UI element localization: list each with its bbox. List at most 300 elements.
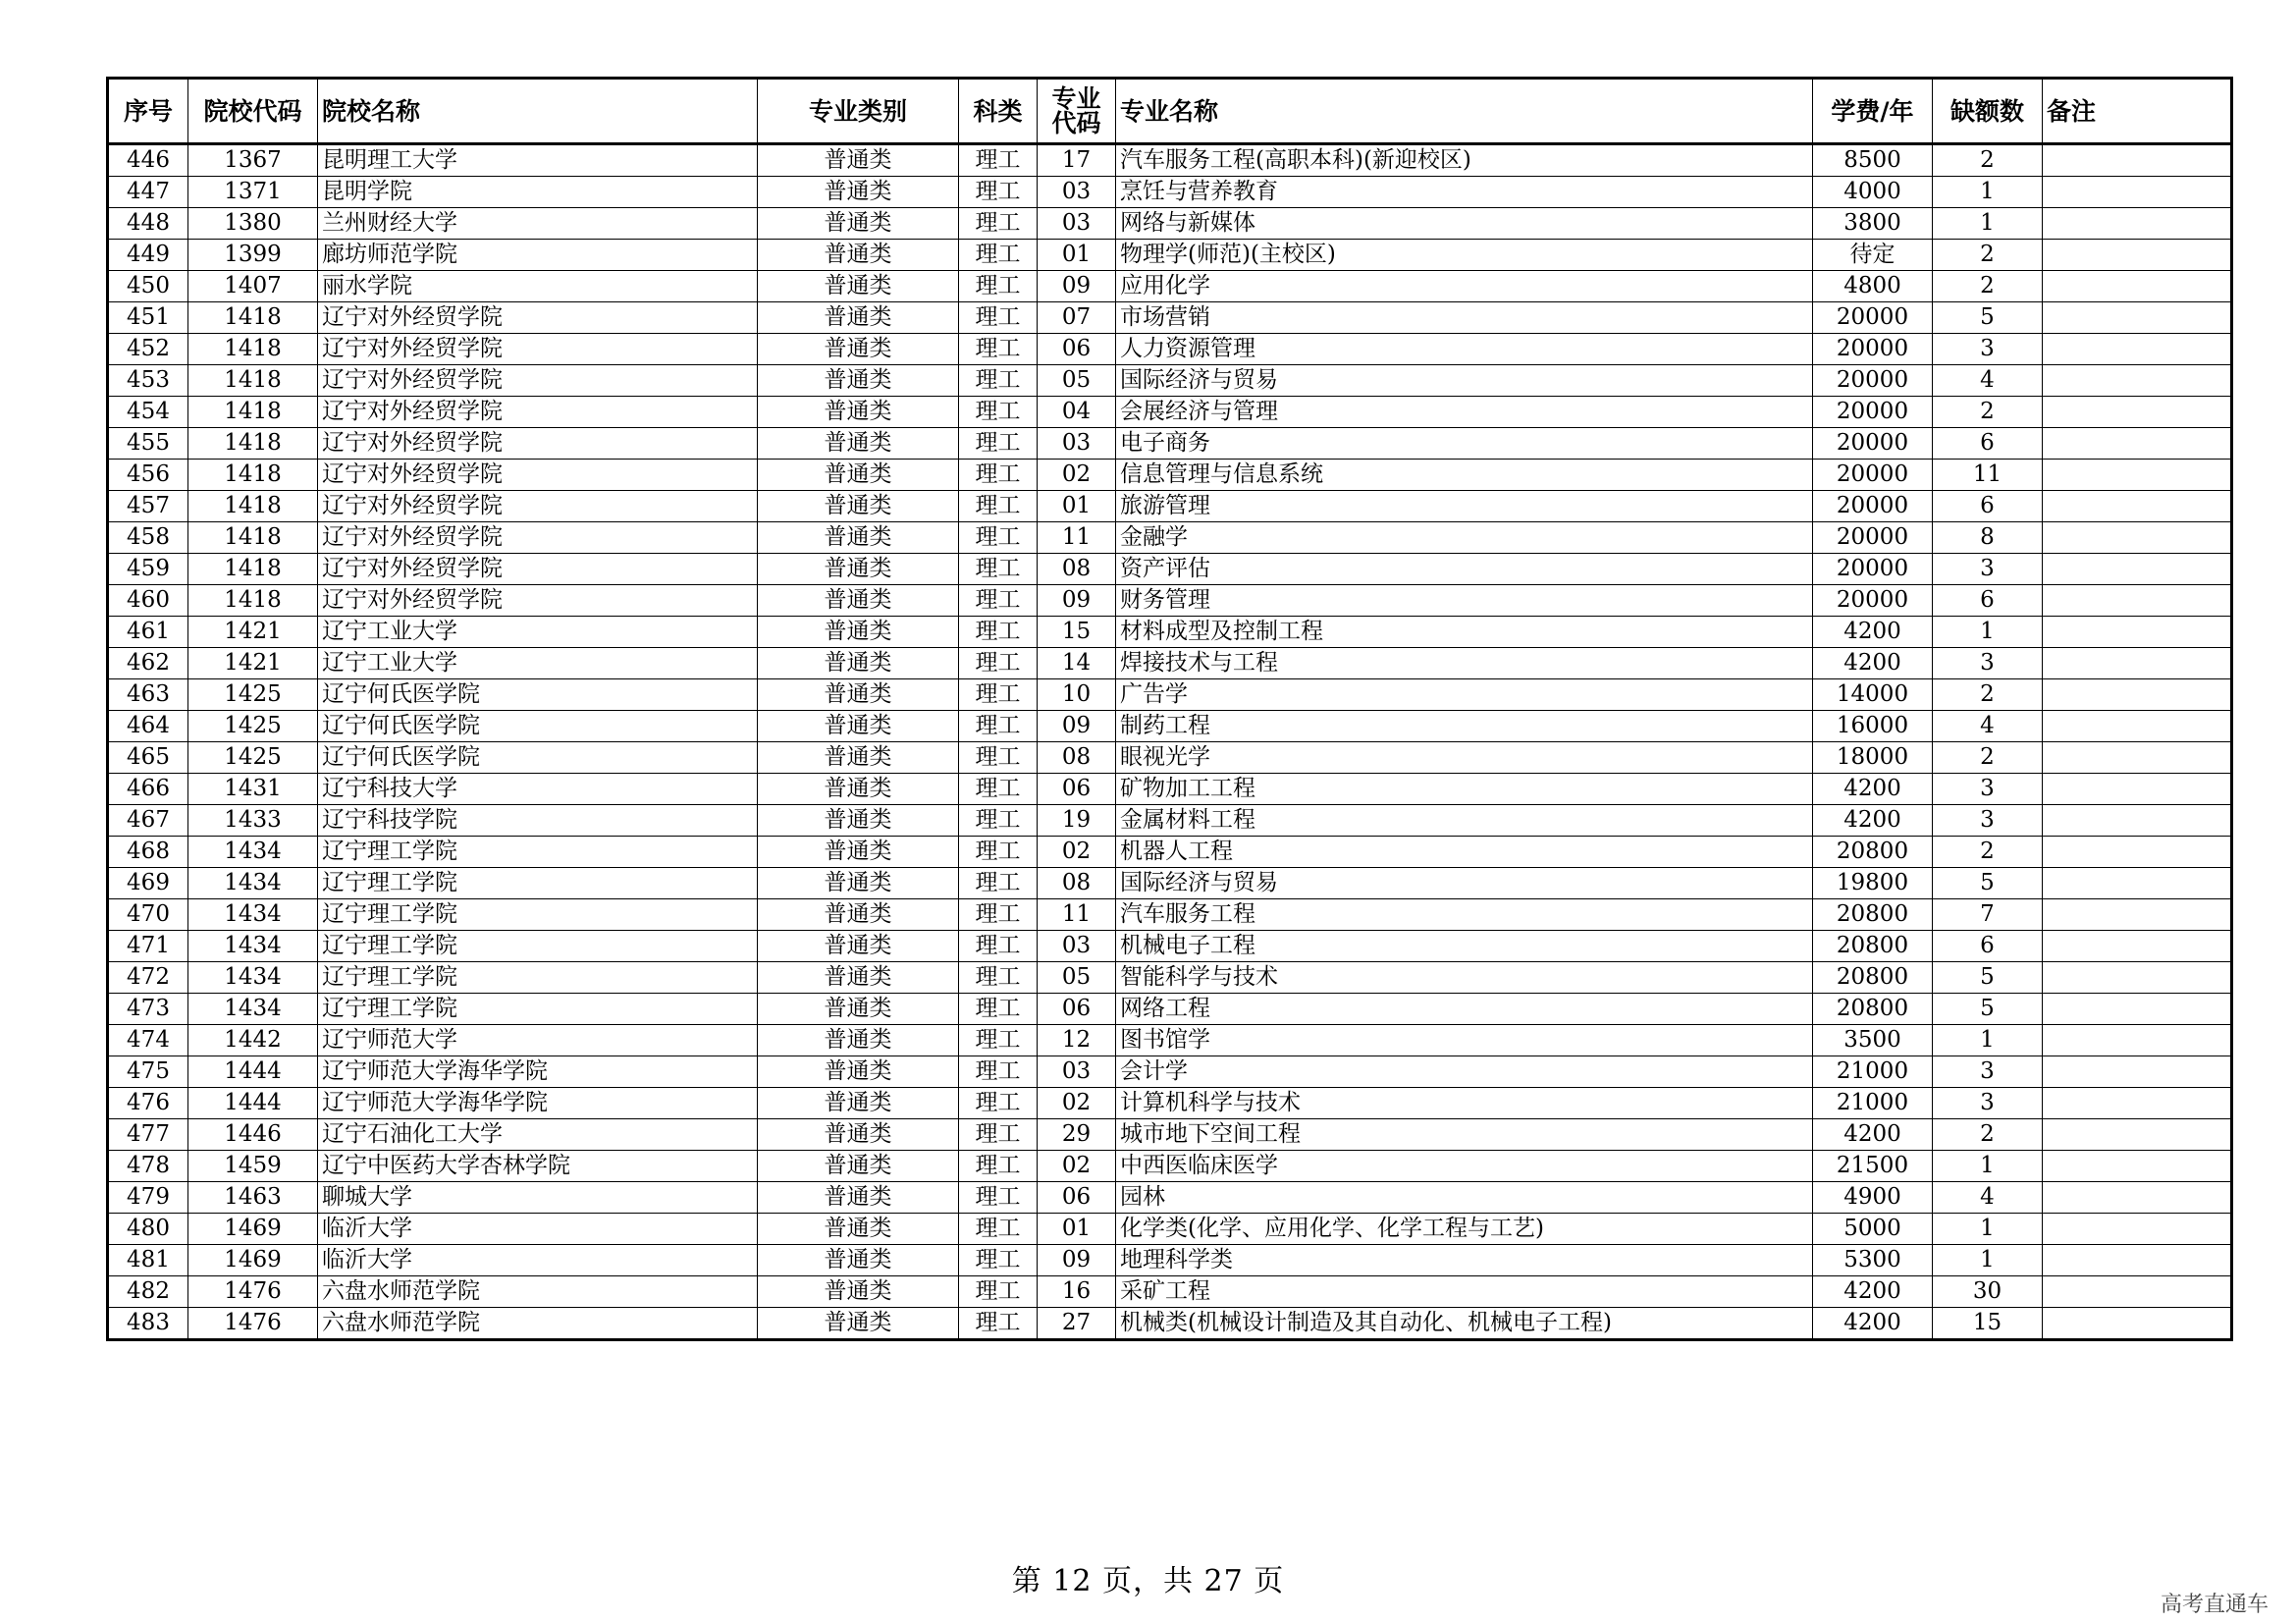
cell-tuition: 21000: [1813, 1088, 1933, 1119]
cell-school-name: 辽宁理工学院: [318, 868, 758, 899]
table-row: [108, 711, 2232, 742]
cell-index: 471: [108, 931, 188, 962]
cell-index: 483: [108, 1308, 188, 1340]
cell-major-code: 29: [1038, 1119, 1116, 1151]
cell-subject: 理工: [959, 742, 1038, 774]
col-header-index: 序号: [108, 79, 188, 144]
cell-school-name: 辽宁中医药大学杏林学院: [318, 1151, 758, 1182]
table-row: [108, 679, 2232, 711]
cell-notes: [2043, 491, 2232, 522]
cell-major-category: 普通类: [758, 1119, 959, 1151]
cell-major-name: 焊接技术与工程: [1116, 648, 1813, 679]
cell-school-name: 辽宁理工学院: [318, 994, 758, 1025]
cell-index: 448: [108, 208, 188, 240]
cell-notes: [2043, 208, 2232, 240]
cell-school-name: 辽宁对外经贸学院: [318, 585, 758, 617]
cell-school-code: 1469: [188, 1214, 318, 1245]
cell-index: 476: [108, 1088, 188, 1119]
table-row: [108, 1151, 2232, 1182]
cell-major-category: 普通类: [758, 962, 959, 994]
cell-index: 455: [108, 428, 188, 460]
cell-major-code: 19: [1038, 805, 1116, 837]
cell-major-code: 02: [1038, 1088, 1116, 1119]
cell-major-code: 02: [1038, 460, 1116, 491]
cell-notes: [2043, 302, 2232, 334]
cell-subject: 理工: [959, 774, 1038, 805]
cell-notes: [2043, 271, 2232, 302]
cell-school-code: 1418: [188, 522, 318, 554]
cell-major-code: 05: [1038, 962, 1116, 994]
cell-major-code: 17: [1038, 144, 1116, 177]
cell-school-name: 兰州财经大学: [318, 208, 758, 240]
cell-subject: 理工: [959, 1151, 1038, 1182]
cell-major-name: 图书馆学: [1116, 1025, 1813, 1056]
cell-major-category: 普通类: [758, 1088, 959, 1119]
cell-major-code: 04: [1038, 397, 1116, 428]
cell-tuition: 18000: [1813, 742, 1933, 774]
cell-index: 481: [108, 1245, 188, 1276]
cell-major-name: 机械类(机械设计制造及其自动化、机械电子工程): [1116, 1308, 1813, 1340]
cell-tuition: 8500: [1813, 144, 1933, 177]
cell-school-code: 1407: [188, 271, 318, 302]
cell-notes: [2043, 899, 2232, 931]
cell-vacancies: 8: [1933, 522, 2043, 554]
cell-major-code: 09: [1038, 711, 1116, 742]
table-row: [108, 208, 2232, 240]
cell-subject: 理工: [959, 1245, 1038, 1276]
cell-subject: 理工: [959, 1276, 1038, 1308]
table-row: [108, 868, 2232, 899]
cell-school-name: 辽宁科技学院: [318, 805, 758, 837]
table-row: [108, 931, 2232, 962]
cell-subject: 理工: [959, 1182, 1038, 1214]
cell-major-category: 普通类: [758, 1308, 959, 1340]
cell-vacancies: 5: [1933, 302, 2043, 334]
cell-major-name: 国际经济与贸易: [1116, 365, 1813, 397]
cell-major-category: 普通类: [758, 1245, 959, 1276]
cell-notes: [2043, 1182, 2232, 1214]
cell-vacancies: 6: [1933, 931, 2043, 962]
cell-major-name: 信息管理与信息系统: [1116, 460, 1813, 491]
cell-tuition: 20000: [1813, 428, 1933, 460]
col-header-school-name: 院校名称: [318, 79, 758, 144]
cell-school-code: 1371: [188, 177, 318, 208]
cell-school-code: 1418: [188, 460, 318, 491]
cell-major-name: 汽车服务工程: [1116, 899, 1813, 931]
cell-vacancies: 3: [1933, 334, 2043, 365]
cell-major-code: 03: [1038, 177, 1116, 208]
cell-major-code: 06: [1038, 994, 1116, 1025]
cell-notes: [2043, 1276, 2232, 1308]
cell-major-name: 矿物加工工程: [1116, 774, 1813, 805]
cell-subject: 理工: [959, 522, 1038, 554]
cell-major-category: 普通类: [758, 1025, 959, 1056]
cell-notes: [2043, 365, 2232, 397]
table-row: [108, 774, 2232, 805]
cell-major-code: 08: [1038, 554, 1116, 585]
cell-notes: [2043, 144, 2232, 177]
cell-notes: [2043, 460, 2232, 491]
cell-school-name: 六盘水师范学院: [318, 1276, 758, 1308]
table-row: [108, 334, 2232, 365]
table-row: [108, 1245, 2232, 1276]
cell-major-category: 普通类: [758, 648, 959, 679]
cell-tuition: 20800: [1813, 994, 1933, 1025]
cell-major-code: 03: [1038, 1056, 1116, 1088]
table-row: [108, 742, 2232, 774]
cell-vacancies: 1: [1933, 177, 2043, 208]
cell-notes: [2043, 931, 2232, 962]
cell-vacancies: 4: [1933, 711, 2043, 742]
table-row: [108, 271, 2232, 302]
cell-index: 469: [108, 868, 188, 899]
cell-index: 467: [108, 805, 188, 837]
cell-tuition: 4000: [1813, 177, 1933, 208]
cell-index: 456: [108, 460, 188, 491]
cell-index: 453: [108, 365, 188, 397]
cell-notes: [2043, 554, 2232, 585]
cell-vacancies: 30: [1933, 1276, 2043, 1308]
cell-vacancies: 1: [1933, 1245, 2043, 1276]
cell-subject: 理工: [959, 931, 1038, 962]
cell-notes: [2043, 742, 2232, 774]
cell-tuition: 5300: [1813, 1245, 1933, 1276]
cell-vacancies: 11: [1933, 460, 2043, 491]
cell-index: 475: [108, 1056, 188, 1088]
table-body: [108, 144, 2232, 1340]
cell-school-code: 1434: [188, 931, 318, 962]
cell-index: 466: [108, 774, 188, 805]
cell-subject: 理工: [959, 648, 1038, 679]
cell-index: 447: [108, 177, 188, 208]
table-row: [108, 648, 2232, 679]
cell-school-code: 1425: [188, 679, 318, 711]
cell-tuition: 20000: [1813, 302, 1933, 334]
cell-tuition: 21500: [1813, 1151, 1933, 1182]
cell-subject: 理工: [959, 1214, 1038, 1245]
cell-school-code: 1433: [188, 805, 318, 837]
cell-vacancies: 2: [1933, 679, 2043, 711]
cell-notes: [2043, 617, 2232, 648]
cell-major-category: 普通类: [758, 1182, 959, 1214]
cell-subject: 理工: [959, 554, 1038, 585]
cell-major-category: 普通类: [758, 177, 959, 208]
cell-index: 482: [108, 1276, 188, 1308]
table-row: [108, 962, 2232, 994]
cell-school-name: 临沂大学: [318, 1245, 758, 1276]
table-row: [108, 805, 2232, 837]
cell-tuition: 20000: [1813, 522, 1933, 554]
cell-index: 460: [108, 585, 188, 617]
cell-index: 446: [108, 144, 188, 177]
cell-school-code: 1418: [188, 428, 318, 460]
cell-vacancies: 2: [1933, 144, 2043, 177]
cell-school-name: 临沂大学: [318, 1214, 758, 1245]
table-row: [108, 1119, 2232, 1151]
cell-major-name: 网络与新媒体: [1116, 208, 1813, 240]
cell-subject: 理工: [959, 491, 1038, 522]
cell-major-category: 普通类: [758, 837, 959, 868]
cell-subject: 理工: [959, 711, 1038, 742]
cell-tuition: 20800: [1813, 837, 1933, 868]
cell-school-name: 辽宁何氏医学院: [318, 711, 758, 742]
cell-tuition: 20000: [1813, 491, 1933, 522]
table-row: [108, 837, 2232, 868]
cell-major-category: 普通类: [758, 554, 959, 585]
cell-major-name: 人力资源管理: [1116, 334, 1813, 365]
cell-subject: 理工: [959, 271, 1038, 302]
table-row: [108, 1182, 2232, 1214]
cell-subject: 理工: [959, 302, 1038, 334]
cell-school-name: 辽宁理工学院: [318, 899, 758, 931]
table-row: [108, 491, 2232, 522]
cell-subject: 理工: [959, 962, 1038, 994]
cell-major-name: 眼视光学: [1116, 742, 1813, 774]
cell-major-category: 普通类: [758, 774, 959, 805]
cell-school-code: 1476: [188, 1308, 318, 1340]
cell-subject: 理工: [959, 805, 1038, 837]
col-header-school-code: 院校代码: [188, 79, 318, 144]
cell-subject: 理工: [959, 428, 1038, 460]
cell-major-name: 制药工程: [1116, 711, 1813, 742]
cell-major-code: 01: [1038, 240, 1116, 271]
cell-vacancies: 1: [1933, 1151, 2043, 1182]
cell-major-code: 02: [1038, 1151, 1116, 1182]
cell-vacancies: 2: [1933, 271, 2043, 302]
cell-index: 480: [108, 1214, 188, 1245]
cell-vacancies: 5: [1933, 868, 2043, 899]
cell-tuition: 20000: [1813, 460, 1933, 491]
cell-major-category: 普通类: [758, 868, 959, 899]
cell-index: 457: [108, 491, 188, 522]
col-header-major-name: 专业名称: [1116, 79, 1813, 144]
cell-tuition: 16000: [1813, 711, 1933, 742]
cell-school-code: 1421: [188, 617, 318, 648]
cell-major-code: 11: [1038, 522, 1116, 554]
cell-major-name: 汽车服务工程(高职本科)(新迎校区): [1116, 144, 1813, 177]
cell-notes: [2043, 1119, 2232, 1151]
cell-major-name: 地理科学类: [1116, 1245, 1813, 1276]
cell-school-code: 1442: [188, 1025, 318, 1056]
col-header-tuition: 学费/年: [1813, 79, 1933, 144]
cell-school-name: 辽宁何氏医学院: [318, 742, 758, 774]
table-row: [108, 144, 2232, 177]
cell-subject: 理工: [959, 679, 1038, 711]
cell-tuition: 4200: [1813, 617, 1933, 648]
cell-tuition: 4900: [1813, 1182, 1933, 1214]
cell-subject: 理工: [959, 208, 1038, 240]
cell-major-category: 普通类: [758, 711, 959, 742]
cell-major-code: 06: [1038, 1182, 1116, 1214]
cell-school-name: 辽宁科技大学: [318, 774, 758, 805]
admission-table: [106, 77, 2233, 1341]
cell-notes: [2043, 334, 2232, 365]
cell-school-name: 廊坊师范学院: [318, 240, 758, 271]
cell-school-name: 辽宁师范大学海华学院: [318, 1056, 758, 1088]
cell-notes: [2043, 962, 2232, 994]
cell-tuition: 4200: [1813, 1276, 1933, 1308]
cell-notes: [2043, 1025, 2232, 1056]
cell-major-name: 财务管理: [1116, 585, 1813, 617]
cell-school-name: 辽宁理工学院: [318, 962, 758, 994]
cell-subject: 理工: [959, 397, 1038, 428]
cell-school-code: 1380: [188, 208, 318, 240]
cell-vacancies: 4: [1933, 1182, 2043, 1214]
table-row: [108, 522, 2232, 554]
cell-major-category: 普通类: [758, 208, 959, 240]
cell-subject: 理工: [959, 177, 1038, 208]
cell-index: 464: [108, 711, 188, 742]
cell-index: 459: [108, 554, 188, 585]
cell-notes: [2043, 177, 2232, 208]
cell-vacancies: 2: [1933, 742, 2043, 774]
cell-major-category: 普通类: [758, 931, 959, 962]
cell-school-code: 1418: [188, 302, 318, 334]
cell-tuition: 14000: [1813, 679, 1933, 711]
cell-major-code: 01: [1038, 491, 1116, 522]
cell-major-code: 06: [1038, 334, 1116, 365]
cell-school-code: 1418: [188, 491, 318, 522]
cell-school-name: 辽宁对外经贸学院: [318, 365, 758, 397]
cell-tuition: 4800: [1813, 271, 1933, 302]
cell-school-code: 1459: [188, 1151, 318, 1182]
cell-school-name: 辽宁理工学院: [318, 837, 758, 868]
table-row: [108, 397, 2232, 428]
cell-vacancies: 5: [1933, 994, 2043, 1025]
watermark: 高考直通车: [2160, 1593, 2269, 1617]
cell-major-name: 智能科学与技术: [1116, 962, 1813, 994]
cell-index: 473: [108, 994, 188, 1025]
cell-major-name: 电子商务: [1116, 428, 1813, 460]
cell-major-name: 旅游管理: [1116, 491, 1813, 522]
cell-notes: [2043, 1088, 2232, 1119]
cell-index: 470: [108, 899, 188, 931]
cell-school-name: 昆明理工大学: [318, 144, 758, 177]
cell-tuition: 20800: [1813, 899, 1933, 931]
cell-major-name: 会展经济与管理: [1116, 397, 1813, 428]
table-row: [108, 428, 2232, 460]
cell-major-category: 普通类: [758, 365, 959, 397]
cell-subject: 理工: [959, 460, 1038, 491]
cell-major-name: 城市地下空间工程: [1116, 1119, 1813, 1151]
col-header-major-code: 专业 代码: [1038, 79, 1116, 144]
cell-tuition: 20800: [1813, 931, 1933, 962]
table-row: [108, 240, 2232, 271]
cell-school-code: 1434: [188, 899, 318, 931]
cell-school-code: 1421: [188, 648, 318, 679]
cell-school-code: 1431: [188, 774, 318, 805]
cell-vacancies: 3: [1933, 1088, 2043, 1119]
cell-tuition: 20800: [1813, 962, 1933, 994]
cell-index: 461: [108, 617, 188, 648]
cell-major-category: 普通类: [758, 460, 959, 491]
cell-major-category: 普通类: [758, 994, 959, 1025]
cell-vacancies: 3: [1933, 774, 2043, 805]
cell-school-name: 辽宁对外经贸学院: [318, 397, 758, 428]
cell-tuition: 20000: [1813, 334, 1933, 365]
cell-school-name: 辽宁石油化工大学: [318, 1119, 758, 1151]
cell-vacancies: 3: [1933, 554, 2043, 585]
cell-major-name: 园林: [1116, 1182, 1813, 1214]
cell-major-code: 03: [1038, 208, 1116, 240]
cell-subject: 理工: [959, 585, 1038, 617]
cell-school-code: 1444: [188, 1056, 318, 1088]
table-row: [108, 617, 2232, 648]
cell-major-category: 普通类: [758, 585, 959, 617]
cell-major-category: 普通类: [758, 240, 959, 271]
cell-tuition: 4200: [1813, 648, 1933, 679]
col-header-vacancies: 缺额数: [1933, 79, 2043, 144]
cell-subject: 理工: [959, 617, 1038, 648]
cell-school-name: 辽宁对外经贸学院: [318, 460, 758, 491]
cell-school-name: 辽宁师范大学海华学院: [318, 1088, 758, 1119]
cell-school-code: 1418: [188, 365, 318, 397]
cell-tuition: 20000: [1813, 554, 1933, 585]
cell-major-code: 07: [1038, 302, 1116, 334]
header-row: [108, 79, 2232, 144]
cell-tuition: 3500: [1813, 1025, 1933, 1056]
cell-school-name: 丽水学院: [318, 271, 758, 302]
cell-major-name: 会计学: [1116, 1056, 1813, 1088]
cell-major-category: 普通类: [758, 679, 959, 711]
cell-notes: [2043, 428, 2232, 460]
cell-notes: [2043, 1308, 2232, 1340]
table-row: [108, 899, 2232, 931]
cell-school-name: 辽宁理工学院: [318, 931, 758, 962]
cell-tuition: 4200: [1813, 1119, 1933, 1151]
cell-school-code: 1367: [188, 144, 318, 177]
cell-vacancies: 2: [1933, 1119, 2043, 1151]
cell-index: 449: [108, 240, 188, 271]
cell-school-name: 辽宁对外经贸学院: [318, 554, 758, 585]
cell-major-category: 普通类: [758, 805, 959, 837]
cell-major-name: 应用化学: [1116, 271, 1813, 302]
cell-index: 458: [108, 522, 188, 554]
cell-tuition: 20000: [1813, 365, 1933, 397]
cell-school-code: 1418: [188, 585, 318, 617]
cell-major-name: 化学类(化学、应用化学、化学工程与工艺): [1116, 1214, 1813, 1245]
cell-major-code: 08: [1038, 868, 1116, 899]
cell-index: 472: [108, 962, 188, 994]
cell-major-name: 计算机科学与技术: [1116, 1088, 1813, 1119]
cell-school-code: 1418: [188, 554, 318, 585]
cell-school-name: 辽宁对外经贸学院: [318, 428, 758, 460]
cell-notes: [2043, 1151, 2232, 1182]
table-row: [108, 302, 2232, 334]
cell-tuition: 21000: [1813, 1056, 1933, 1088]
cell-notes: [2043, 1056, 2232, 1088]
cell-school-code: 1476: [188, 1276, 318, 1308]
cell-school-name: 辽宁何氏医学院: [318, 679, 758, 711]
cell-index: 479: [108, 1182, 188, 1214]
cell-vacancies: 1: [1933, 1214, 2043, 1245]
cell-notes: [2043, 679, 2232, 711]
cell-school-code: 1434: [188, 837, 318, 868]
cell-tuition: 4200: [1813, 1308, 1933, 1340]
cell-school-name: 辽宁工业大学: [318, 648, 758, 679]
cell-tuition: 20000: [1813, 585, 1933, 617]
table-row: [108, 994, 2232, 1025]
cell-index: 462: [108, 648, 188, 679]
cell-major-name: 烹饪与营养教育: [1116, 177, 1813, 208]
cell-notes: [2043, 994, 2232, 1025]
cell-school-code: 1446: [188, 1119, 318, 1151]
cell-major-category: 普通类: [758, 1214, 959, 1245]
cell-school-code: 1425: [188, 742, 318, 774]
cell-major-category: 普通类: [758, 1056, 959, 1088]
cell-index: 465: [108, 742, 188, 774]
table-row: [108, 460, 2232, 491]
